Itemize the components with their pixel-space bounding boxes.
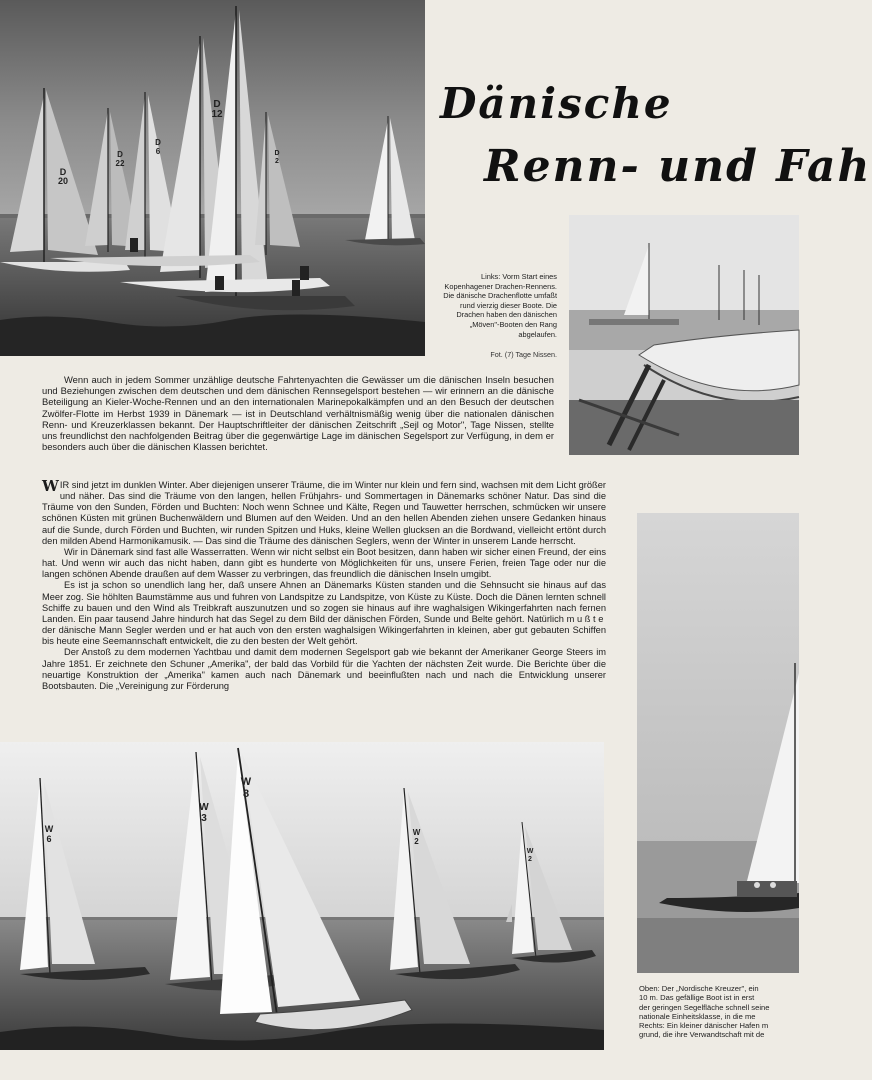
body-paragraph-3 [42, 580, 606, 647]
article-title-line1: Dänische [440, 79, 673, 128]
sail-number: W 8 [240, 776, 252, 800]
sail-number: D 6 [155, 138, 161, 156]
photo-caption-right [639, 984, 799, 1040]
sail-number: W 6 [44, 824, 54, 844]
article-title-line2: Renn- und Fah [484, 141, 872, 192]
caption-line: Rechts: Ein kleiner dänischer Hafen m [639, 1021, 769, 1031]
sail-number: W 2 [526, 848, 534, 863]
sail-number: D 22 [115, 150, 125, 168]
sail-number: W 3 [199, 802, 209, 824]
sail-number: D 2 [274, 150, 280, 165]
body-paragraph-2: Wir in Dänemark sind fast alle Wasserratten. Wenn wir nicht selbst ein Boot besitzen, dann haben wir sicher einen Freund, der eins hat. Und wenn wir auch das nicht haben, dann gibt es hunderte von Möglichkeiten für uns, unsere Ferien, freien Tage oder nur die langen schönen Abende draußen auf dem Wasser zu verbringen, das freundlich die dänischen Inseln umgibt. [42, 546, 606, 580]
caption-line: grund, die ihre Verwandtschaft mit de [639, 1030, 765, 1040]
body-text-spaced: mußte [566, 613, 606, 624]
photo-harbour [569, 215, 799, 455]
sail-number: W 2 [412, 828, 421, 846]
caption-line: nationale Einheitsklasse, in die me [639, 1011, 756, 1021]
body-text-3b: der dänische Mann Segler werden und er hat auch von den ersten waghalsigen Wikingerfahrten in kleinen, aber gut gebauten Schiffen bis heute eine Seemannschaft entwickelt, die zu den besten der Welt gehört. [42, 625, 606, 647]
body-text-1: IR sind jetzt im dunklen Winter. Aber diejenigen unserer Träume, die im Winter nur klein und fern sind, wachsen mit dem Licht größer und näher. Das sind die Träume von den langen, hellen Frühjahrs- und Sommertagen in Dänemarks schöner Natur. Das sind die Träume von den Sunden, Förden und Buchten: Noch wenn Schnee und Kälte, Regen und Tauwetter herrschen, schmücken wir unsere schönen Küsten mit grünen Buchenwäldern und Blumen auf den Weiden. Und an den hellen Abenden ziehen unsere Gedanken hinaus auf die Sunde, durch Förden und Buchten, wir runden Spitzen und Huks, kleine Wellen glucksen an die Bordwand, vielleicht ertönt durch den milden Abend Harmonikamusik. — Das sind die Träume des dänischen Seglers, wenn der Winter in unserem Lande herrscht. [42, 480, 606, 546]
photo-dragon-start [0, 0, 425, 356]
photo-nordic-cruiser [637, 513, 799, 973]
caption-line: Oben: Der „Nordische Kreuzer", ein [639, 984, 759, 993]
intro-paragraph [42, 374, 554, 452]
sail-number: D 20 [57, 167, 68, 186]
caption-line: der geringen Segelfläche schnell seine [639, 1002, 770, 1012]
article-body [42, 477, 606, 692]
body-paragraph-1 [42, 477, 606, 547]
photo-caption-left: Links: Vorm Start eines Kopenhagener Drachen-Rennens. Die dänische Drachenflotte umfaßt rund vierzig dieser Boote. Die Drachen haben den dänischen „Möven"-Booten den Rang abgelaufen. [443, 272, 557, 339]
photo-credit: Fot. (7) Tage Nissen. [490, 350, 557, 359]
body-text-3a: Es ist ja schon so unendlich lang her, daß unsere Ahnen an Dänemarks Küsten standen und die Sehnsucht sie hinaus auf das Meer zog. Sie höhlten Baumstämme aus und fuhren von Landspitze zu Landspitze, von Küste zu Küste. Doch die Dänen lernten schnell Schiffe zu bauen und den Wind als Treibkraft auszunutzen und so zogen sie hinaus auf ihre waghalsigen Wikingerfahrten nach fernen Landen. Ein paar tausend Jahre hindurch hat das Segel zu dem Bild der dänischen Förden, Sunde und Belte gehört. Natürlich [42, 580, 606, 624]
caption-line: 10 m. Das gefällige Boot ist in erst [639, 993, 755, 1003]
intro-text: Wenn auch in jedem Sommer unzählige deutsche Fahrtenyachten die Gewässer um die dänischen Inseln besuchen und Beziehungen zwischen dem deutschen und dem dänischen Rennsegelsport bestehen — wir erinnern an die dänische Beteiligung an Kieler-Woche-Rennen und an den internationalen Marinepokalkämpfen und an den Besuch der deutschen Zwölfer-Flotte im Herbst 1939 in Dänemark — ist in Deutschland verhältnismäßig wenig über die nationalen dänischen Renn- und Kreuzerklassen bekannt. Der Hauptschriftleiter der dänischen Zeitschrift „Sejl og Motor", Tage Nissen, stellte uns freundlichst den nachfolgenden Beitrag über die gegenwärtige Lage im dänischen Segelsport zur Verfügung, in dem er besonders auch über die dänischen Klassen berichtet. [42, 374, 554, 453]
photo-w-class-race [0, 742, 604, 1050]
sail-number: D 12 [211, 99, 223, 120]
drop-cap: W [42, 477, 59, 495]
body-paragraph-4: Der Anstoß zu dem modernen Yachtbau und damit dem modernen Segelsport gab wie bekannt der Amerikaner George Steers im Jahre 1851. Er zeichnete den Schuner „Amerika", der bald das Vorbild für die Yachten der nächsten Zeit wurde. Die Berichte über die neuartige Konstruktion der „Amerika" kamen auch nach Dänemark und beeinflußten nach und nach die Entwicklung unserer Bootsbauten. Die „Vereinigung zur Förderung [42, 647, 606, 691]
